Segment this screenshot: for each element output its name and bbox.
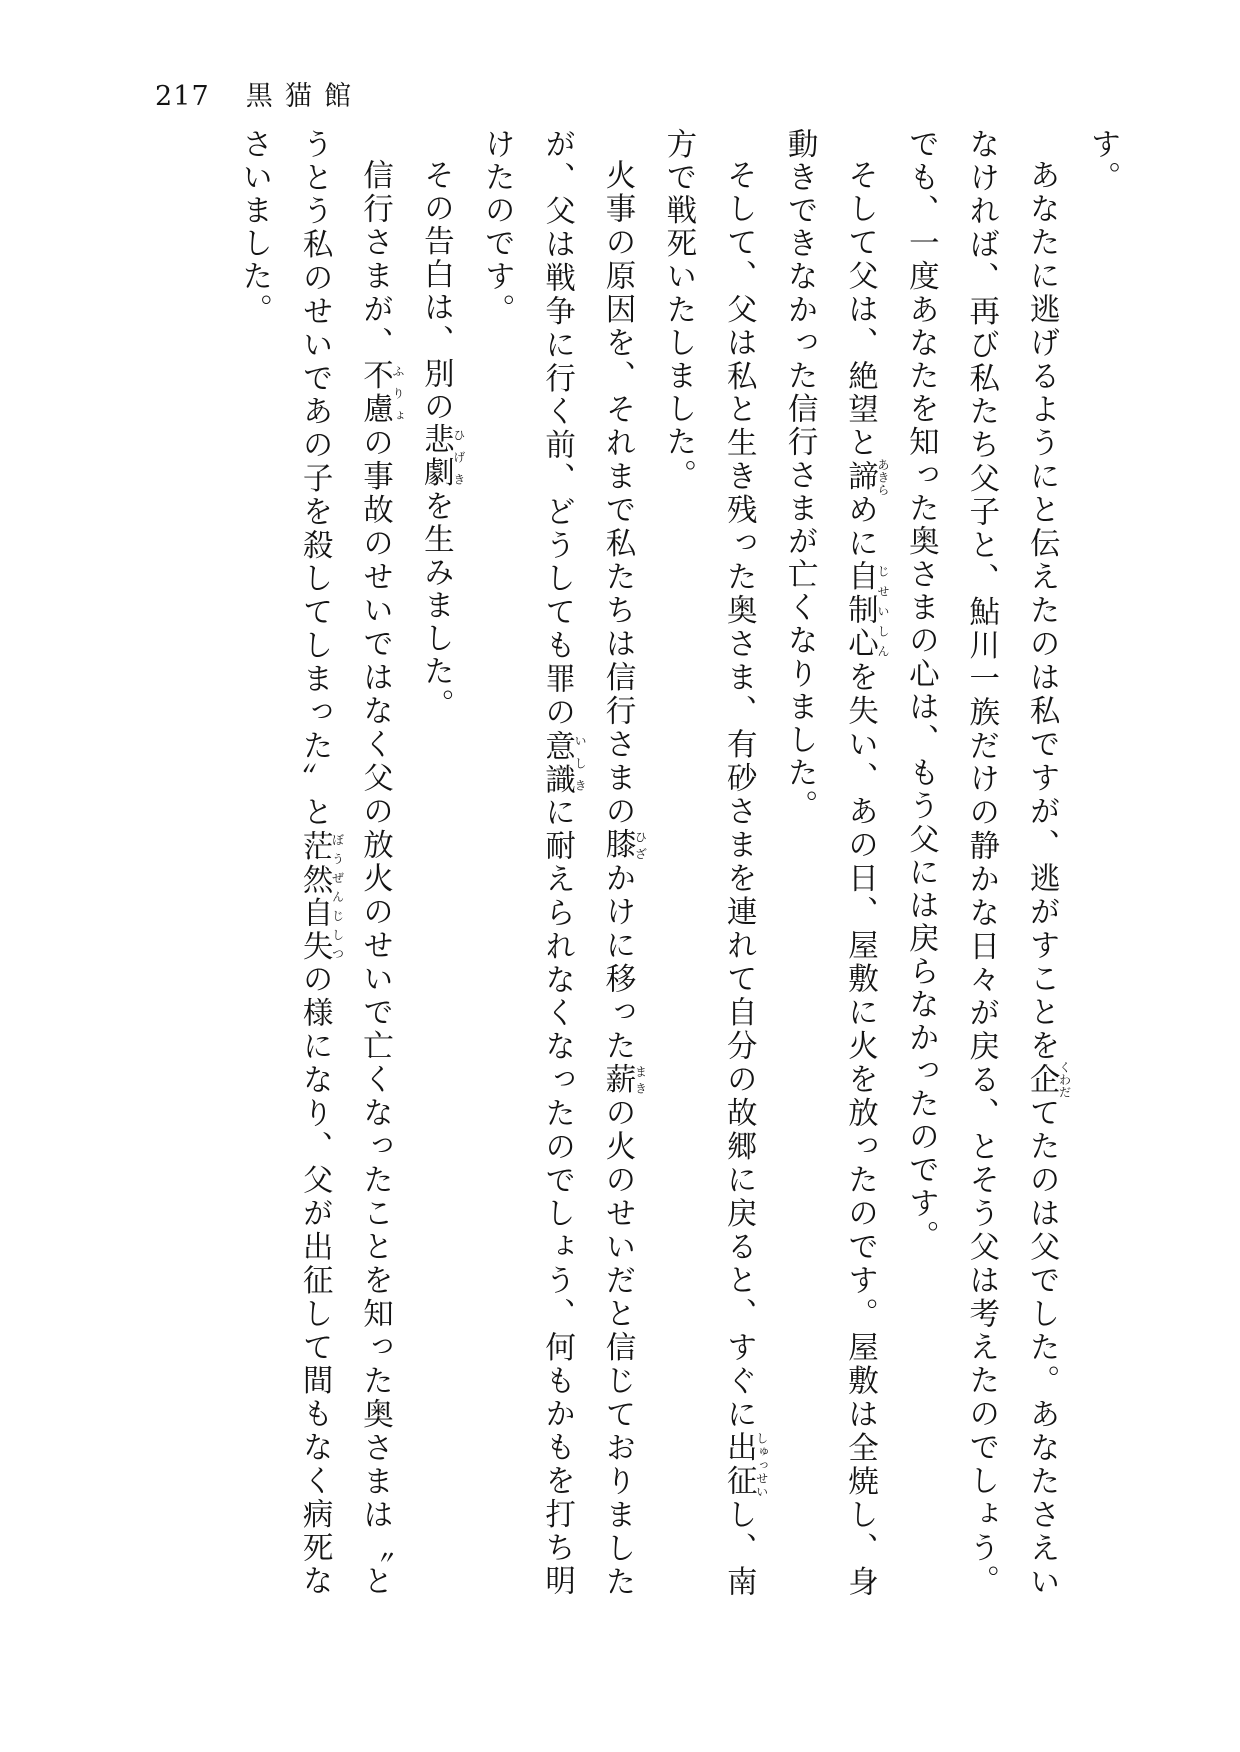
ruby-text: 悲劇ひげき [418, 423, 466, 490]
ruby-text: 膝ひざ [600, 828, 648, 862]
paragraph: あなたに逃げるようにと伝えたのは私ですが、逃がすことを企くわだてたのは父でした。あなたさえいなければ、再び私たち父子と、鮎川一族だけの静かな日々が戻る、とそう父は考えたのでしょう。でも、一度あなたを知った奥さまの心は、もう父には戻らなかったのです。 [903, 128, 1072, 1599]
paragraph: その告白は、別の悲劇ひげきを生みました。 [418, 158, 466, 722]
paragraph: 信行さまが、不慮ふりょの事故のせいではなく父の放火のせいで亡くなったことを知った奥さまは〝とうとう私のせいであの子を殺してしまった〟と茫然自失ぼうぜんじしつの様になり、父が出征して間もなく病死なさいました。 [236, 128, 405, 1599]
paragraph: そして父は、絶望と諦あきらめに自制心じせいしんを失い、あの日、屋敷に火を放ったのです。屋敷は全焼し、身動きできなかった信行さまが亡くなりました。 [782, 128, 890, 1599]
paragraph: す。 [1085, 128, 1120, 195]
ruby-text: 薪まき [600, 1062, 648, 1097]
ruby-text: 出征しゅっせい [721, 1430, 769, 1498]
ruby-text: 諦あきら [842, 457, 890, 496]
paragraph: 火事の原因を、それまで私たちは信行さまの膝ひざかけに移った薪まきの火のせいだと信じておりましたが、父は戦争に行く前、どうしても罪の意識いしきに耐えられなくなったのでしょう、何もかもを打ち明けたのです。 [479, 128, 648, 1599]
running-head [155, 74, 363, 113]
ruby-text: 茫然自失ぼうぜんじしつ [297, 829, 345, 964]
ruby-text: 意識いしき [539, 729, 588, 797]
paragraph: そして、父は私と生き残った奥さま、有砂さまを連れて自分の故郷に戻ると、すぐに出征しゅっせいし、南方で戦死いたしました。 [660, 128, 769, 1599]
page-number: 217 [155, 81, 210, 112]
running-title: 黒猫館 [245, 81, 364, 112]
page-body-text [112, 128, 1132, 1598]
ruby-text: 企くわだ [1024, 1060, 1072, 1098]
ruby-text: 不慮ふりょ [357, 359, 405, 427]
ruby-text: 自制心じせいしん [842, 560, 890, 661]
